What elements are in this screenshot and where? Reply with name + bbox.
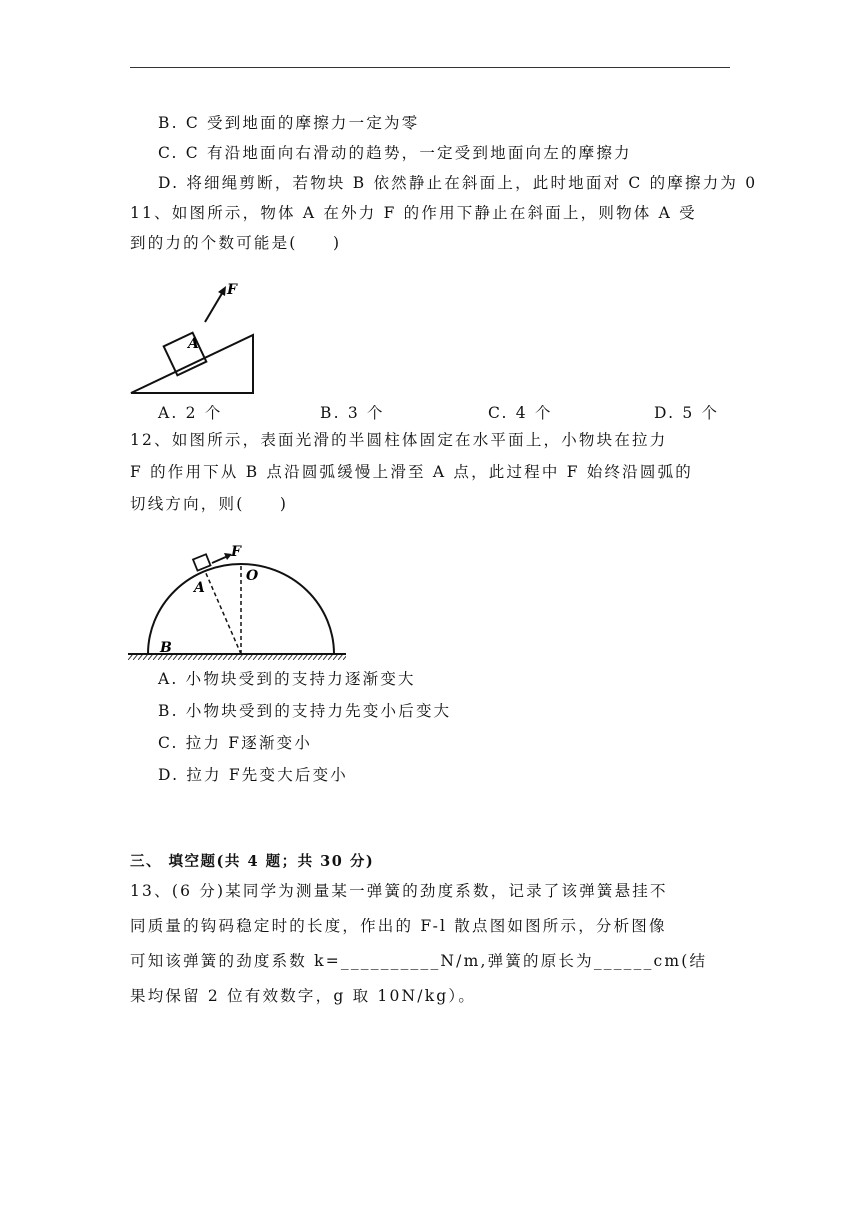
q11-stem-line2: 到的力的个数可能是( ) [130, 234, 342, 252]
point-b-label: B [160, 640, 172, 656]
center-o-label: O [246, 568, 259, 584]
q13-stem-line1: 13、(6 分)某同学为测量某一弹簧的劲度系数，记录了该弹簧悬挂不 [130, 882, 668, 900]
q11-option-c: C. 4 个 [488, 404, 553, 422]
q12-option-d: D. 拉力 F先变大后变小 [158, 766, 349, 784]
force-label: F [231, 544, 241, 560]
q13-stem-line4: 果均保留 2 位有效数字，g 取 10N/kg）。 [130, 987, 477, 1005]
q10-option-b: B. C 受到地面的摩擦力一定为零 [158, 114, 420, 132]
section-heading: 三、 填空题(共 4 题；共 30 分) [130, 853, 375, 870]
q12-semicylinder-figure [128, 540, 348, 665]
q12-stem-line1: 12、如图所示，表面光滑的半圆柱体固定在水平面上，小物块在拉力 [130, 431, 668, 449]
q13-stem-line2: 同质量的钩码稳定时的长度，作出的 F-l 散点图如图所示，分析图像 [130, 917, 667, 935]
slanted-radius [205, 571, 241, 654]
q11-stem-line1: 11、如图所示，物体 A 在外力 F 的作用下静止在斜面上，则物体 A 受 [130, 204, 697, 222]
q13-stem-line3: 可知该弹簧的劲度系数 k=__________N/m,弹簧的原长为______cm(结 [130, 952, 708, 970]
q12-stem-line2: F 的作用下从 B 点沿圆弧缓慢上滑至 A 点，此过程中 F 始终沿圆弧的 [130, 463, 693, 481]
force-arrow [205, 290, 224, 322]
q10-option-d: D. 将细绳剪断，若物块 B 依然静止在斜面上，此时地面对 C 的摩擦力为 0 [158, 174, 758, 192]
q12-option-a: A. 小物块受到的支持力逐渐变大 [158, 670, 416, 688]
block-a [164, 333, 207, 376]
point-a-label: A [194, 580, 205, 596]
force-arrow [212, 556, 228, 563]
q11-option-a: A. 2 个 [158, 404, 223, 422]
q10-option-c: C. C 有沿地面向右滑动的趋势，一定受到地面向左的摩擦力 [158, 144, 632, 162]
block [193, 554, 210, 570]
q12-option-b: B. 小物块受到的支持力先变小后变大 [158, 702, 452, 720]
q11-option-b: B. 3 个 [320, 404, 385, 422]
header-rule [130, 67, 730, 68]
q12-stem-line3: 切线方向，则( ) [130, 495, 289, 513]
q11-option-d: D. 5 个 [654, 404, 720, 422]
block-label: A [188, 336, 199, 352]
force-label: F [227, 282, 237, 298]
q12-option-c: C. 拉力 F逐渐变小 [158, 734, 313, 752]
q11-incline-figure [125, 280, 265, 400]
